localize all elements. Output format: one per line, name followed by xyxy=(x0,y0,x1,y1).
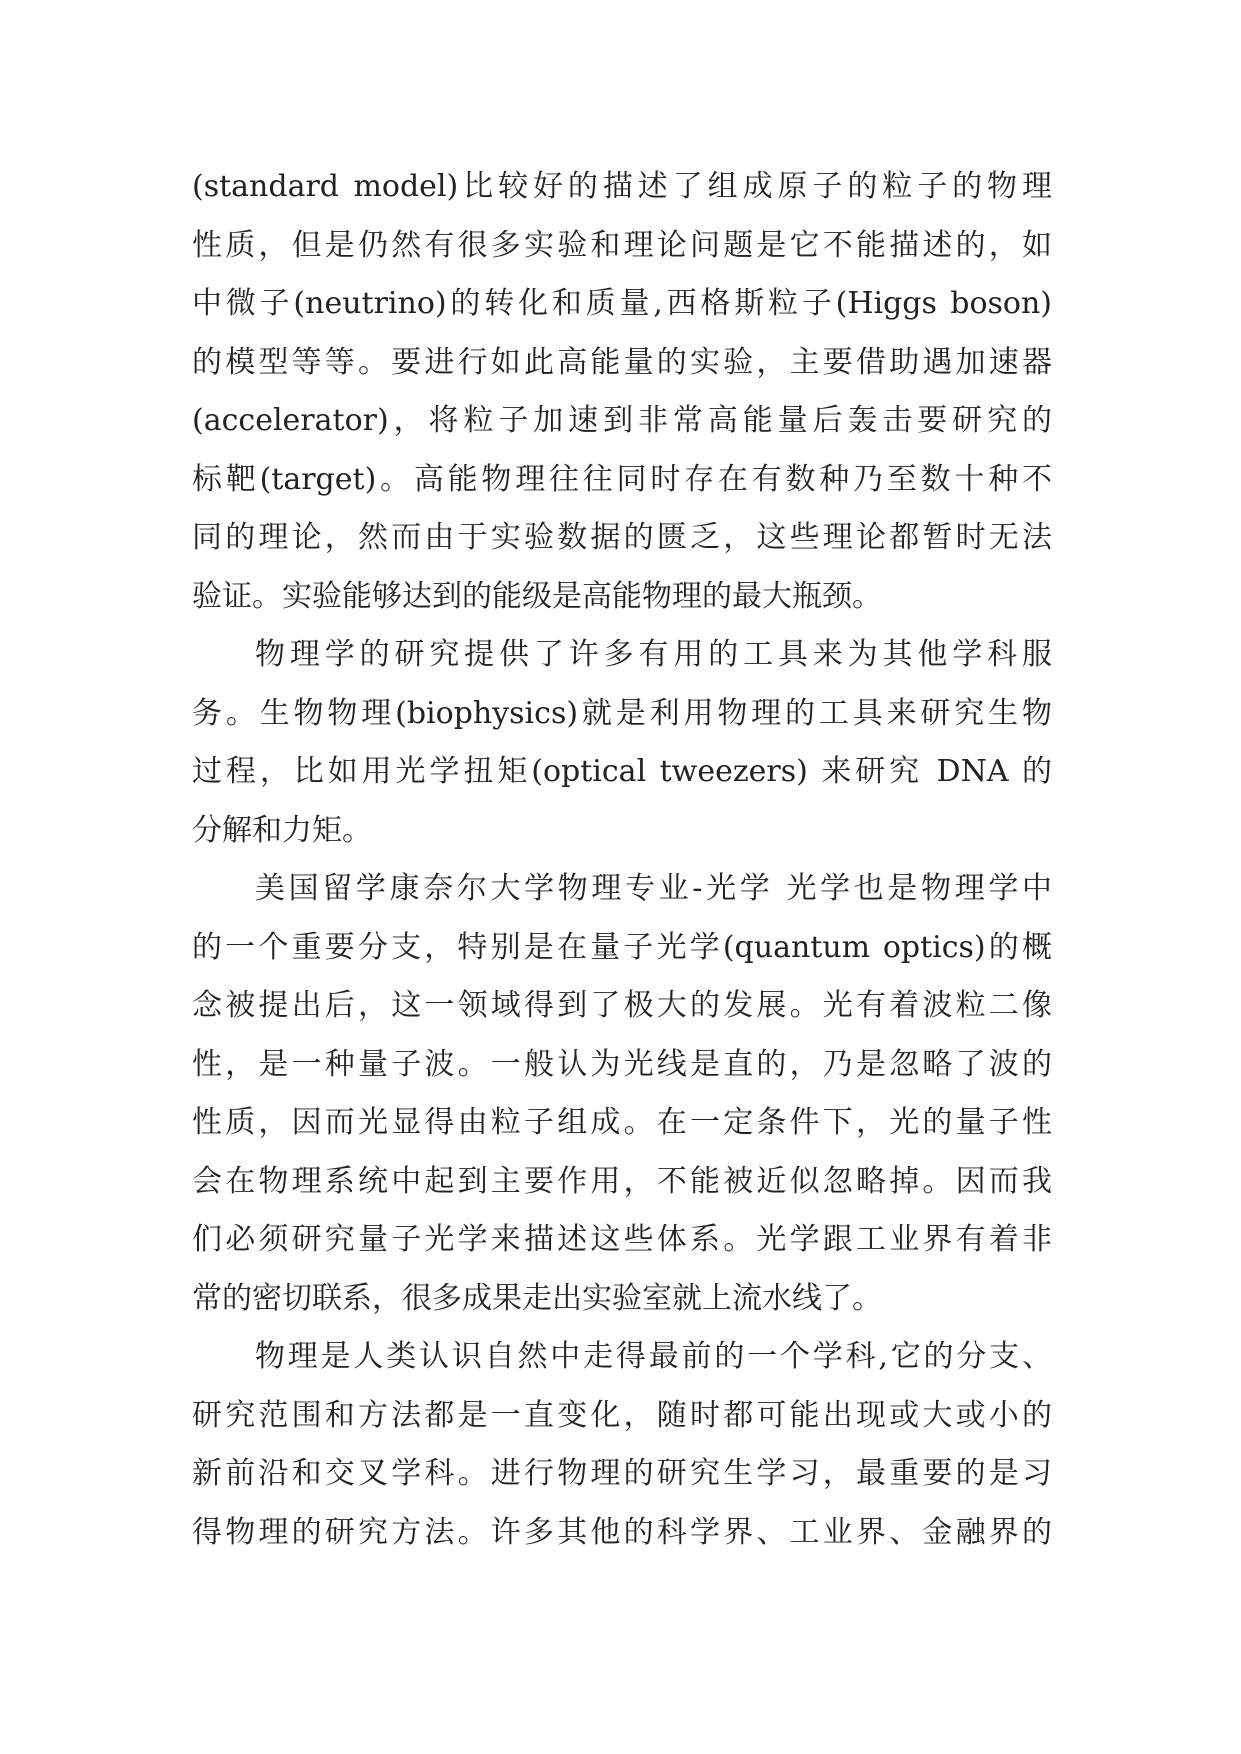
text-line: 常的密切联系，很多成果走出实验室就上流水线了。 xyxy=(192,1280,882,1316)
text-line: 性，是一种量子波。一般认为光线是直的，乃是忽略了波的 xyxy=(192,1046,1052,1082)
paragraph-1 xyxy=(192,158,1052,626)
text-line: 性质，因而光显得由粒子组成。在一定条件下，光的量子性 xyxy=(192,1105,1052,1140)
text-line: 验证。实验能够达到的能级是高能物理的最大瓶颈。 xyxy=(192,578,882,614)
text-line: 性质，但是仍然有很多实验和理论问题是它不能描述的，如 xyxy=(192,227,1052,263)
text-line: 研究范围和方法都是一直变化，随时都可能出现或大或小的 xyxy=(192,1397,1052,1433)
text-line: 会在物理系统中起到主要作用，不能被近似忽略掉。因而我 xyxy=(192,1163,1052,1199)
text-line: 的模型等等。要进行如此高能量的实验，主要借助遇加速器 xyxy=(192,344,1052,380)
paragraph-2 xyxy=(192,626,1052,860)
paragraph-4 xyxy=(192,1328,1052,1562)
text-line: 物理是人类认识自然中走得最前的一个学科,它的分支、 xyxy=(255,1339,1052,1374)
text-line: 标靶(target)。高能物理往往同时存在有数种乃至数十种不 xyxy=(192,461,1052,497)
text-line: 的一个重要分支，特别是在量子光学(quantum optics)的概 xyxy=(192,929,1052,965)
text-line: 中微子(neutrino)的转化和质量,西格斯粒子(Higgs boson) xyxy=(192,286,1052,321)
document-body xyxy=(192,158,1052,1562)
text-line: 新前沿和交叉学科。进行物理的研究生学习，最重要的是习 xyxy=(192,1456,1052,1491)
paragraph-3 xyxy=(192,860,1052,1328)
text-line: 同的理论，然而由于实验数据的匮乏，这些理论都暂时无法 xyxy=(192,520,1052,555)
text-line: 念被提出后，这一领域得到了极大的发展。光有着波粒二像 xyxy=(192,988,1052,1023)
text-line: (standard model)比较好的描述了组成原子的粒子的物理 xyxy=(192,169,1052,204)
text-line: 得物理的研究方法。许多其他的科学界、工业界、金融界的 xyxy=(192,1514,1052,1550)
text-line: 们必须研究量子光学来描述这些体系。光学跟工业界有着非 xyxy=(192,1222,1052,1257)
text-line: 分解和力矩。 xyxy=(192,812,372,848)
text-line: 过程，比如用光学扭矩(optical tweezers) 来研究 DNA 的 xyxy=(192,754,1052,789)
text-line: (accelerator)，将粒子加速到非常高能量后轰击要研究的 xyxy=(192,403,1052,438)
text-line: 物理学的研究提供了许多有用的工具来为其他学科服 xyxy=(255,637,1052,672)
text-line: 务。生物物理(biophysics)就是利用物理的工具来研究生物 xyxy=(192,695,1052,731)
text-line: 美国留学康奈尔大学物理专业-光学 光学也是物理学中 xyxy=(255,871,1052,906)
